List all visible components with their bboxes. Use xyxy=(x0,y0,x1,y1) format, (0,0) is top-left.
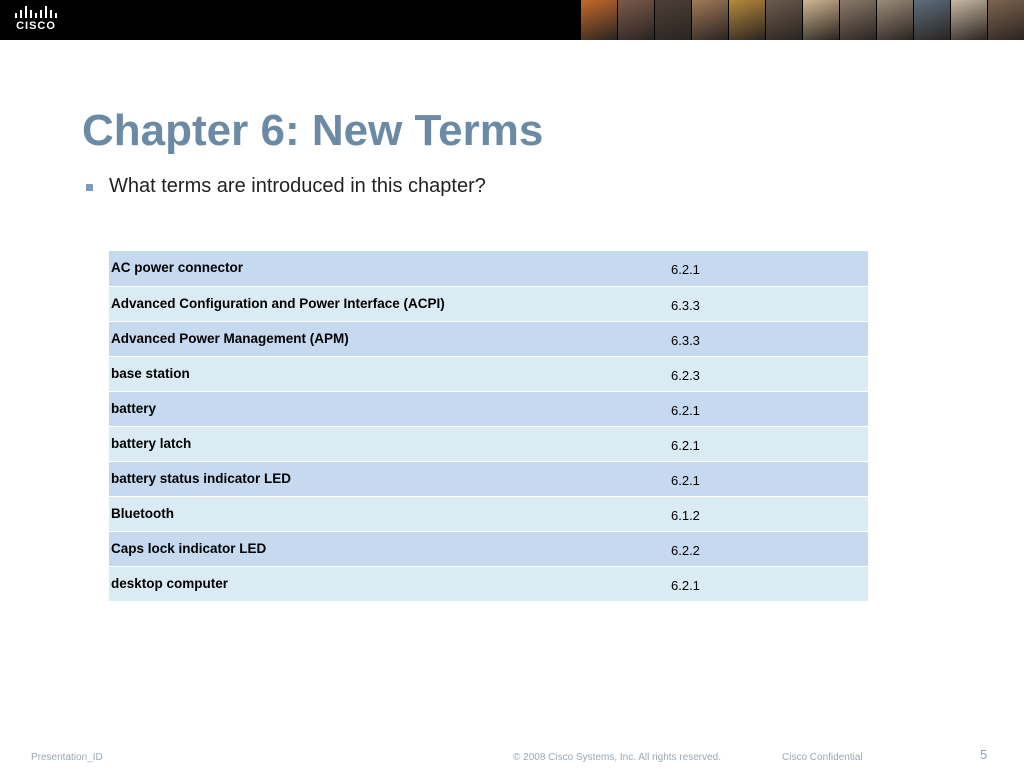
photo-tile xyxy=(580,0,617,40)
photo-tile xyxy=(876,0,913,40)
photo-tile xyxy=(839,0,876,40)
term-cell: Bluetooth xyxy=(109,496,669,531)
photo-tile xyxy=(802,0,839,40)
photo-strip xyxy=(580,0,1024,40)
slide-title: Chapter 6: New Terms xyxy=(82,106,544,155)
term-cell: Caps lock indicator LED xyxy=(109,531,669,566)
table-row xyxy=(109,426,868,461)
table-row xyxy=(109,391,868,426)
footer-copyright: © 2008 Cisco Systems, Inc. All rights reserved. xyxy=(513,752,722,763)
term-cell: Advanced Configuration and Power Interface (ACPI) xyxy=(109,286,669,321)
photo-tile xyxy=(987,0,1024,40)
table-row xyxy=(109,251,868,286)
table-row xyxy=(109,286,868,321)
bullet-item xyxy=(86,175,486,198)
section-cell: 6.2.1 xyxy=(669,391,868,426)
section-cell: 6.3.3 xyxy=(669,321,868,356)
photo-tile xyxy=(950,0,987,40)
page-number: 5 xyxy=(980,747,988,762)
section-cell: 6.2.1 xyxy=(669,566,868,601)
term-cell: base station xyxy=(109,356,669,391)
section-cell: 6.2.3 xyxy=(669,356,868,391)
section-cell: 6.2.2 xyxy=(669,531,868,566)
bullet-text: What terms are introduced in this chapter? xyxy=(109,175,486,197)
table-row xyxy=(109,566,868,601)
table-row xyxy=(109,356,868,391)
term-cell: AC power connector xyxy=(109,251,669,286)
section-cell: 6.2.1 xyxy=(669,251,868,286)
table-row xyxy=(109,461,868,496)
square-bullet-icon xyxy=(86,184,93,191)
section-cell: 6.3.3 xyxy=(669,286,868,321)
term-cell: desktop computer xyxy=(109,566,669,601)
photo-tile xyxy=(765,0,802,40)
photo-tile xyxy=(913,0,950,40)
photo-tile xyxy=(691,0,728,40)
cisco-logo xyxy=(10,5,62,35)
section-cell: 6.2.1 xyxy=(669,461,868,496)
table-row xyxy=(109,496,868,531)
header-banner xyxy=(0,0,1024,40)
terms-table xyxy=(109,251,868,602)
photo-tile xyxy=(654,0,691,40)
photo-tile xyxy=(728,0,765,40)
term-cell: battery latch xyxy=(109,426,669,461)
term-cell: battery xyxy=(109,391,669,426)
section-cell: 6.1.2 xyxy=(669,496,868,531)
cisco-bars-icon xyxy=(10,5,62,19)
photo-tile xyxy=(617,0,654,40)
table-row xyxy=(109,531,868,566)
table-row xyxy=(109,321,868,356)
term-cell: battery status indicator LED xyxy=(109,461,669,496)
section-cell: 6.2.1 xyxy=(669,426,868,461)
footer-presentation-id: Presentation_ID xyxy=(31,752,103,763)
footer-confidential: Cisco Confidential xyxy=(782,752,863,763)
term-cell: Advanced Power Management (APM) xyxy=(109,321,669,356)
logo-text: CISCO xyxy=(16,20,56,32)
